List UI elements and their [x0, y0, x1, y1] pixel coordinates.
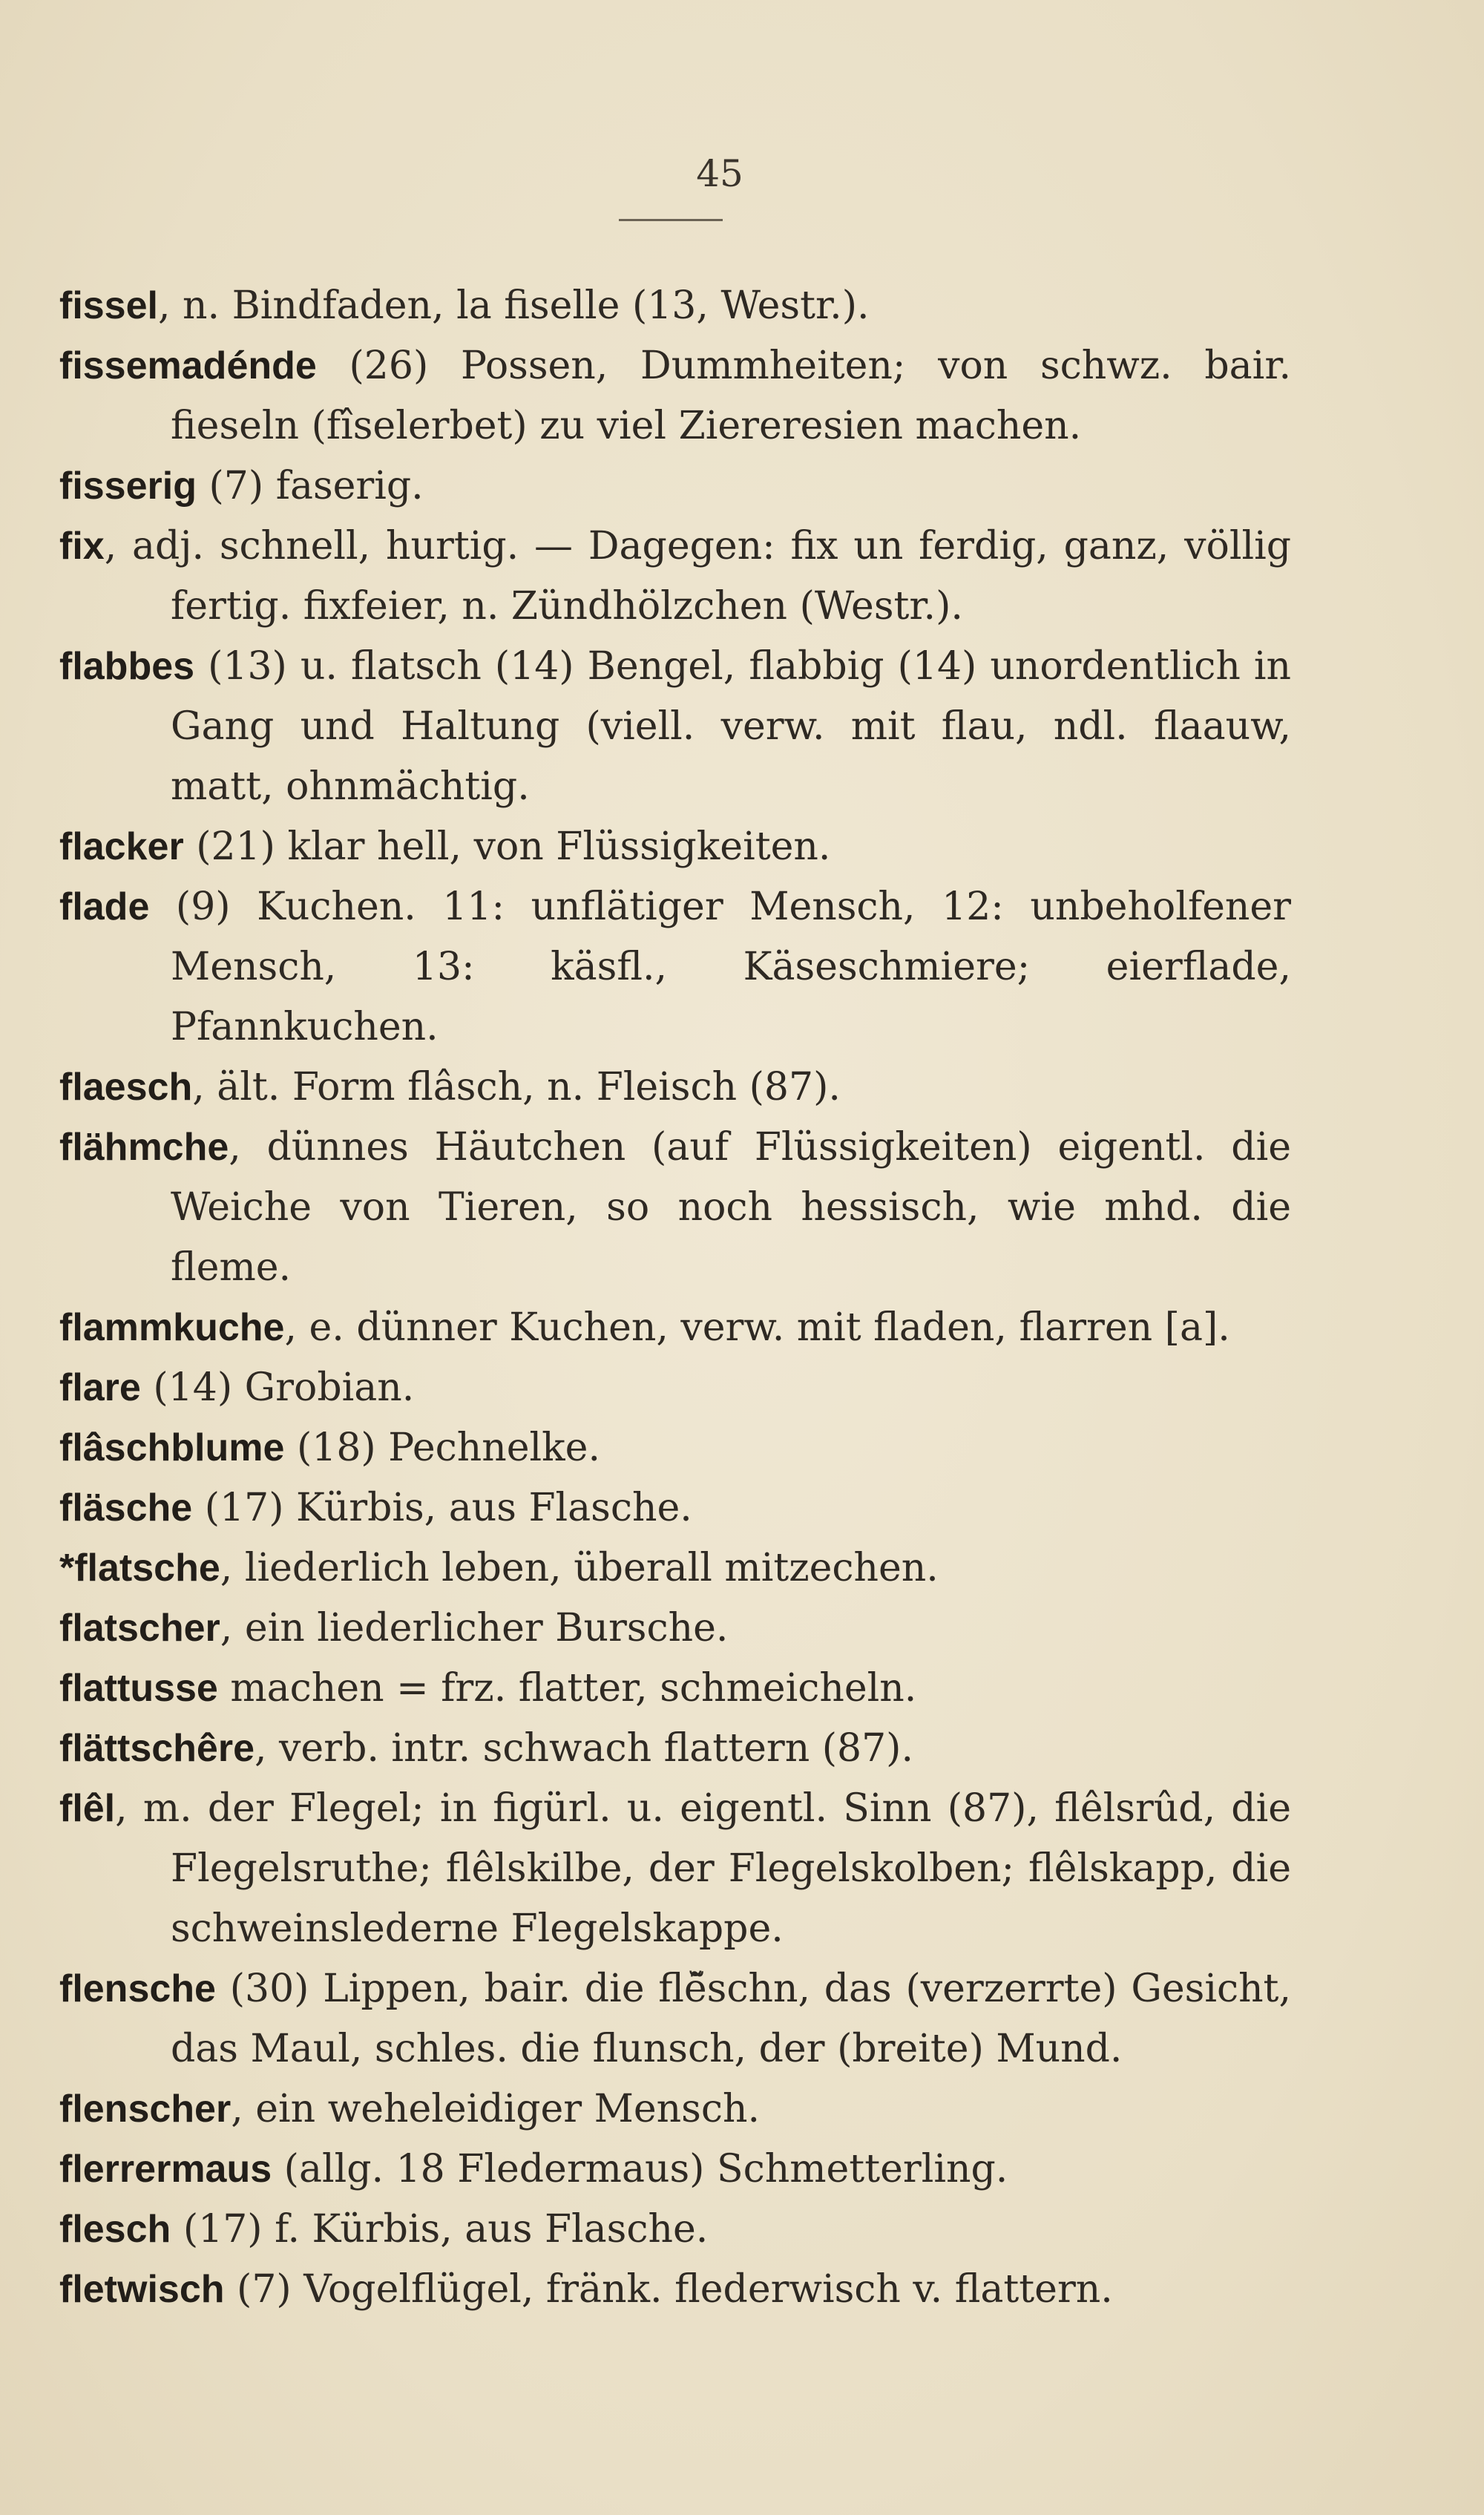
headword: flêl [59, 1787, 116, 1830]
definition: , e. dünner Kuchen, verw. mit fladen, flarren [a]. [284, 1305, 1230, 1350]
headword: fletwisch [59, 2268, 225, 2311]
definition: , liederlich leben, überall mitzechen. [220, 1546, 939, 1590]
dictionary-entries [59, 276, 1291, 2320]
dictionary-entry [59, 1418, 1291, 1478]
headword: flâschblume [59, 1426, 285, 1469]
dictionary-entry [59, 1779, 1291, 1959]
definition: (17) Kürbis, aus Flasche. [192, 1486, 692, 1530]
headword: flähmche [59, 1126, 229, 1169]
dictionary-entry [59, 1598, 1291, 1659]
definition: , ein weheleidiger Mensch. [231, 2087, 760, 2131]
definition: , n. Bindfaden, la fiselle (13, Westr.). [157, 283, 870, 328]
headword: fix [59, 525, 105, 568]
headword: flammkuche [59, 1306, 285, 1349]
dictionary-entry [59, 456, 1291, 517]
dictionary-entry [59, 817, 1291, 877]
headword: flaesch [59, 1066, 193, 1109]
definition: (18) Pechnelke. [284, 1426, 600, 1470]
definition: (7) Vogelflügel, fränk. flederwisch v. flattern. [224, 2267, 1113, 2312]
headword: flattusse [59, 1667, 218, 1710]
definition: , ein liederlicher Bursche. [220, 1606, 729, 1650]
dictionary-entry [59, 1659, 1291, 1719]
dictionary-entry [59, 1118, 1291, 1298]
definition: , verb. intr. schwach flattern (87). [255, 1726, 913, 1771]
definition: (26) Possen, Dummheiten; von schwz. bair. fieseln (fîselerbet) zu viel Ziereresien machen. [171, 344, 1291, 448]
dictionary-entry [59, 1719, 1291, 1779]
headword: fissel [59, 284, 158, 327]
dictionary-entry [59, 1478, 1291, 1538]
headword: fläsche [59, 1486, 193, 1529]
dictionary-entry [59, 1358, 1291, 1418]
definition: , m. der Flegel; in figürl. u. eigentl. Sinn (87), flêlsrûd, die Flegelsruthe; flêlskilbe, der Flegelskolben; flêlskapp, die schweinslederne Flegelskappe. [115, 1786, 1291, 1951]
dictionary-entry [59, 2200, 1291, 2260]
dictionary-entry [59, 1058, 1291, 1118]
headword: *flatsche [59, 1547, 220, 1590]
definition: (7) faserig. [196, 464, 424, 508]
headword: fissemadénde [59, 344, 317, 387]
headword: flabbes [59, 645, 195, 688]
headword: flenscher [59, 2088, 232, 2131]
dictionary-entry [59, 276, 1291, 336]
definition: , dünnes Häutchen (auf Flüssigkeiten) eigentl. die Weiche von Tieren, so noch hessisch, wie mhd. die fleme. [171, 1125, 1291, 1290]
headword: flatscher [59, 1607, 220, 1650]
definition: (13) u. flatsch (14) Bengel, flabbig (14) unordentlich in Gang und Haltung (viell. verw. mit flau, ndl. flaauw, matt, ohnmächtig. [171, 644, 1291, 809]
definition: (allg. 18 Fledermaus) Schmetterling. [272, 2147, 1008, 2191]
headword: flättschêre [59, 1727, 255, 1770]
page-number-rule [619, 219, 723, 221]
definition: , adj. schnell, hurtig. — Dagegen: fix un ferdig, ganz, völlig fertig. fixfeier, n. Zündhölzchen (Westr.). [104, 524, 1291, 629]
definition: (14) Grobian. [140, 1365, 415, 1410]
dictionary-entry [59, 2260, 1291, 2320]
dictionary-entry [59, 517, 1291, 637]
headword: fisserig [59, 465, 197, 508]
definition: (9) Kuchen. 11: unflätiger Mensch, 12: unbeholfener Mensch, 13: käsfl., Käseschmiere; eierflade, Pfannkuchen. [149, 885, 1291, 1049]
dictionary-entry [59, 2079, 1291, 2139]
headword: flacker [59, 825, 184, 868]
page-number: 45 [696, 152, 743, 195]
headword: flare [59, 1366, 141, 1409]
definition: (30) Lippen, bair. die flĕ̃schn, das (verzerrte) Gesicht, das Maul, schles. die flunsch, der (breite) Mund. [171, 1967, 1291, 2071]
headword: flerrermaus [59, 2148, 272, 2191]
dictionary-entry [59, 1959, 1291, 2079]
dictionary-entry [59, 637, 1291, 817]
dictionary-entry [59, 877, 1291, 1058]
headword: flade [59, 885, 150, 928]
definition: , ält. Form flâsch, n. Fleisch (87). [192, 1065, 841, 1109]
headword: flensche [59, 1967, 216, 2010]
definition: machen = frz. flatter, schmeicheln. [217, 1666, 917, 1711]
definition: (17) f. Kürbis, aus Flasche. [171, 2207, 709, 2252]
dictionary-entry [59, 1298, 1291, 1358]
dictionary-entry [59, 1538, 1291, 1598]
dictionary-entry [59, 2139, 1291, 2200]
headword: flesch [59, 2208, 171, 2251]
definition: (21) klar hell, von Flüssigkeiten. [183, 824, 831, 869]
dictionary-entry [59, 336, 1291, 456]
